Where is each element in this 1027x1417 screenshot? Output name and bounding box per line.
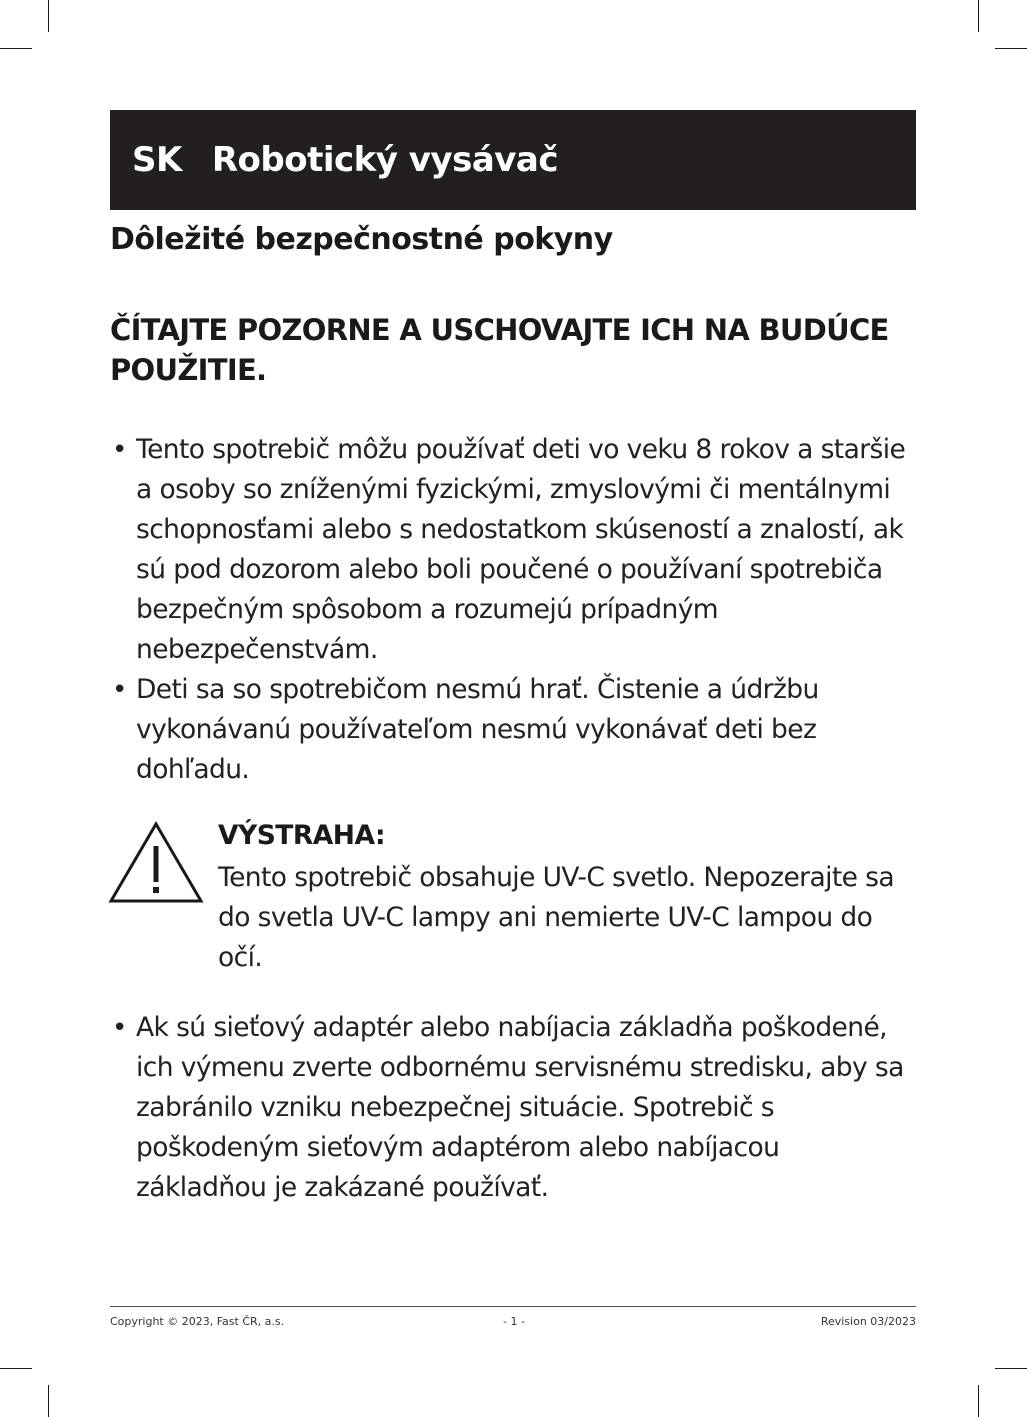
header-bar [110, 110, 916, 210]
read-notice: ČÍTAJTE POZORNE A USCHOVAJTE ICH NA BUDÚCE POUŽITIE. [110, 313, 889, 387]
footer-divider [110, 1306, 916, 1307]
crop-mark [0, 48, 32, 49]
bullet-icon: • [112, 675, 127, 705]
bullet-icon: • [112, 435, 127, 465]
crop-mark [978, 1385, 979, 1417]
bullet-icon: • [112, 1013, 127, 1043]
list-item-text: Tento spotrebič môžu používať deti vo veku 8 rokov a staršie a osoby so zníženými fyzickými, zmyslovými či mentálnymi schopnosťami alebo s nedostatkom skúseností a znalostí, ak sú pod dozorom alebo boli poučené o používaní spotrebiča bezpečným spôsobom a rozumejú prípadným nebezpečenstvám. [136, 434, 906, 665]
list-item [110, 670, 910, 790]
list-item-text: Deti sa so spotrebičom nesmú hrať. Čistenie a údržbu vykonávanú používateľom nesmú vykonávať deti bez dohľadu. [136, 674, 819, 785]
warning-triangle-icon [108, 820, 204, 904]
crop-mark [48, 1385, 49, 1417]
footer-copyright: Copyright © 2023, Fast ČR, a.s. [110, 1315, 285, 1328]
crop-mark [995, 48, 1027, 49]
section-title: Dôležité bezpečnostné pokyny [110, 222, 613, 257]
safety-list-top [110, 430, 910, 790]
crop-mark [978, 0, 979, 32]
footer-page-number: - 1 - [503, 1315, 525, 1328]
list-item [110, 430, 910, 670]
crop-mark [0, 1368, 32, 1369]
crop-mark [995, 1368, 1027, 1369]
crop-mark [48, 0, 49, 32]
warning-title: VÝSTRAHA: [218, 820, 386, 851]
list-item [110, 1008, 910, 1208]
list-item-text: Ak sú sieťový adaptér alebo nabíjacia základňa poškodené, ich výmenu zverte odbornému servisnému stredisku, aby sa zabránilo vzniku nebezpečnej situácie. Spotrebič s poškodeným sieťovým adaptérom alebo nabíjacou základňou je zakázané používať. [136, 1012, 904, 1203]
product-title: Robotický vysávač [211, 140, 559, 180]
warning-text: Tento spotrebič obsahuje UV-C svetlo. Nepozerajte sa do svetla UV-C lampy ani nemierte UV-C lampou do očí. [218, 862, 895, 973]
safety-list-bottom [110, 1008, 910, 1208]
footer-revision: Revision 03/2023 [820, 1315, 916, 1328]
language-code: SK [132, 140, 182, 180]
uv-warning [108, 818, 916, 978]
